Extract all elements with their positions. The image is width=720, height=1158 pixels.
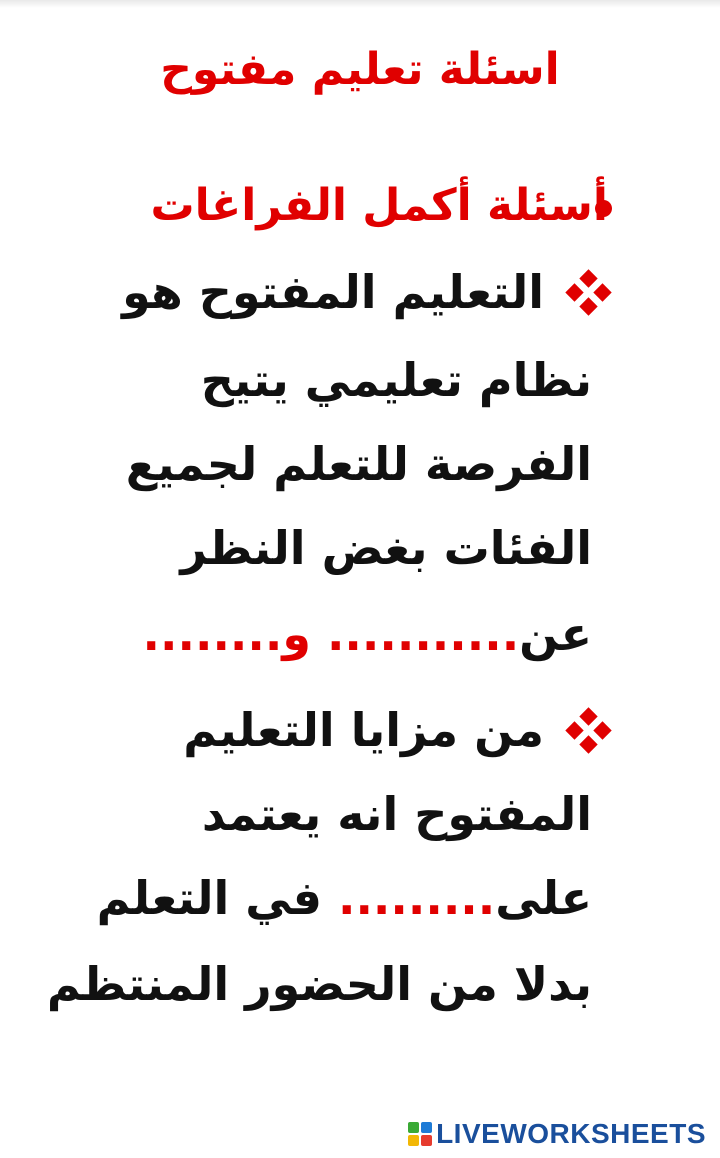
section-heading: أسئلة أكمل الفراغات <box>150 180 608 231</box>
question1-line-4: الفئات بغض النظر <box>180 521 592 575</box>
question1-line-1: التعليم المفتوح هو <box>122 265 544 319</box>
question2-blank-prefix: على <box>495 871 592 925</box>
diamond-bullet-icon <box>566 270 612 316</box>
question1-line-2: نظام تعليمي يتيح <box>200 353 592 407</box>
question2-last-line: بدلا من الحضور المنتظم <box>46 957 592 1011</box>
diamond-bullet-icon <box>566 708 612 754</box>
question2-line-2: المفتوح انه يعتمد <box>201 787 592 841</box>
question2-blank[interactable]: ......... <box>337 871 496 925</box>
question1-blank[interactable]: ........... و........ <box>142 607 520 661</box>
question1-blank-prefix: عن <box>519 607 592 661</box>
brand-name: LIVEWORKSHEETS <box>436 1118 706 1149</box>
top-shade <box>0 0 720 8</box>
page-title: اسئلة تعليم مفتوح <box>160 44 560 95</box>
footer-brand <box>408 1116 706 1152</box>
question2-blank-line <box>97 868 592 928</box>
question1-line-3: الفرصة للتعلم لجميع <box>125 437 592 491</box>
question2-line-1: من مزايا التعليم <box>183 703 544 757</box>
question2-blank-suffix: في التعلم <box>96 871 338 925</box>
liveworksheets-logo-icon <box>408 1122 432 1146</box>
question1-blank-line <box>143 604 592 664</box>
